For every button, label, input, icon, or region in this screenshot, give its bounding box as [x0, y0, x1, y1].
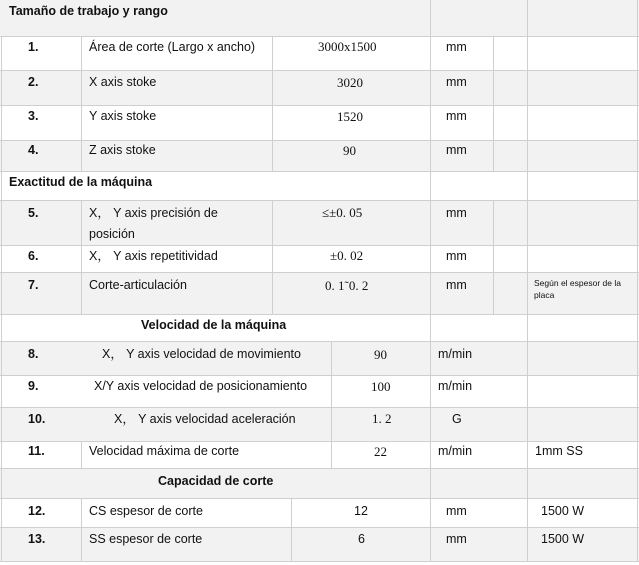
table-rule: [0, 407, 639, 408]
row-number: 1.: [28, 40, 39, 54]
row-label: posición: [89, 227, 135, 241]
row-bg: [0, 468, 639, 498]
row-note: Según el espesor de la placa: [534, 278, 621, 300]
row-number: 3.: [28, 109, 39, 123]
row-number: 10.: [28, 412, 46, 426]
row-number: 4.: [28, 143, 39, 157]
row-value: 90: [374, 347, 387, 362]
section-title: Exactitud de la máquina: [9, 175, 153, 189]
row-label: X， Y axis precisión de: [89, 206, 218, 220]
table-rule: [0, 561, 639, 562]
row-label: X， Y axis repetitividad: [89, 249, 218, 263]
row-unit: mm: [446, 143, 467, 157]
table-rule: [0, 341, 639, 342]
row-label: X， Y axis velocidad de movimiento: [102, 347, 301, 361]
row-value: ±0. 02: [330, 248, 364, 263]
table-rule: [272, 200, 273, 314]
table-rule: [430, 0, 431, 561]
table-rule: [527, 0, 528, 561]
row-label: Y axis stoke: [89, 109, 157, 123]
table-rule: [0, 272, 639, 273]
row-value: 100: [371, 379, 391, 394]
table-rule: [0, 498, 639, 499]
row-note: 1500 W: [541, 532, 585, 546]
row-unit: m/min: [438, 379, 473, 393]
table-rule: [81, 441, 82, 468]
row-unit: mm: [446, 40, 467, 54]
row-value: 0. 1˜0. 2: [325, 278, 369, 293]
row-number: 13.: [28, 532, 46, 546]
row-number: 9.: [28, 379, 39, 393]
row-label: Área de corte (Largo x ancho): [89, 40, 256, 54]
row-number: 6.: [28, 249, 39, 263]
section-title: Tamaño de trabajo y rango: [9, 4, 168, 18]
table-rule: [291, 498, 292, 561]
row-number: 2.: [28, 75, 39, 89]
table-rule: [81, 498, 82, 561]
row-unit: m/min: [438, 347, 473, 361]
row-label: X， Y axis velocidad aceleración: [114, 412, 296, 426]
row-bg: [0, 341, 639, 375]
table-rule: [0, 200, 639, 201]
table-rule: [0, 468, 639, 469]
table-rule: [0, 245, 639, 246]
table-rule: [0, 527, 639, 528]
row-number: 7.: [28, 278, 39, 292]
table-rule: [331, 341, 332, 468]
row-label: Corte-articulación: [89, 278, 187, 292]
table-rule: [0, 105, 639, 106]
table-rule: [493, 36, 494, 171]
table-rule: [0, 70, 639, 71]
row-number: 5.: [28, 206, 39, 220]
row-label: Velocidad máxima de corte: [89, 444, 240, 458]
row-value: 1. 2: [372, 411, 392, 426]
row-label: X/Y axis velocidad de posicionamiento: [94, 379, 308, 393]
row-bg: [0, 407, 639, 441]
row-value: 12: [354, 504, 368, 518]
row-note: 1500 W: [541, 504, 585, 518]
row-unit: G: [452, 412, 462, 426]
table-rule: [1, 36, 2, 561]
table-rule: [0, 36, 639, 37]
row-unit: mm: [446, 278, 467, 292]
table-rule: [81, 200, 82, 314]
section-title: Capacidad de corte: [158, 474, 274, 488]
table-rule: [0, 171, 639, 172]
table-rule: [637, 0, 638, 561]
row-unit: mm: [446, 532, 467, 546]
row-label: SS espesor de corte: [89, 532, 203, 546]
row-unit: mm: [446, 75, 467, 89]
row-unit: mm: [446, 249, 467, 263]
row-unit: mm: [446, 109, 467, 123]
row-number: 11.: [28, 444, 45, 458]
row-note: 1mm SS: [535, 444, 583, 458]
row-value: 3000x1500: [318, 39, 377, 54]
table-rule: [493, 200, 494, 314]
table-rule: [0, 314, 639, 315]
row-value: 90: [343, 143, 356, 158]
row-unit: mm: [446, 504, 467, 518]
row-label: X axis stoke: [89, 75, 157, 89]
row-number: 8.: [28, 347, 39, 361]
section-title: Velocidad de la máquina: [141, 318, 287, 332]
row-number: 12.: [28, 504, 46, 518]
row-value: 1520: [337, 109, 363, 124]
table-rule: [81, 36, 82, 171]
row-value: 3020: [337, 75, 363, 90]
row-unit: m/min: [438, 444, 473, 458]
row-value: ≤±0. 05: [322, 205, 363, 220]
row-label: CS espesor de corte: [89, 504, 203, 518]
row-value: 22: [374, 444, 387, 459]
row-value: 6: [358, 532, 365, 546]
table-rule: [0, 375, 639, 376]
row-label: Z axis stoke: [89, 143, 156, 157]
table-rule: [272, 36, 273, 171]
row-unit: mm: [446, 206, 467, 220]
